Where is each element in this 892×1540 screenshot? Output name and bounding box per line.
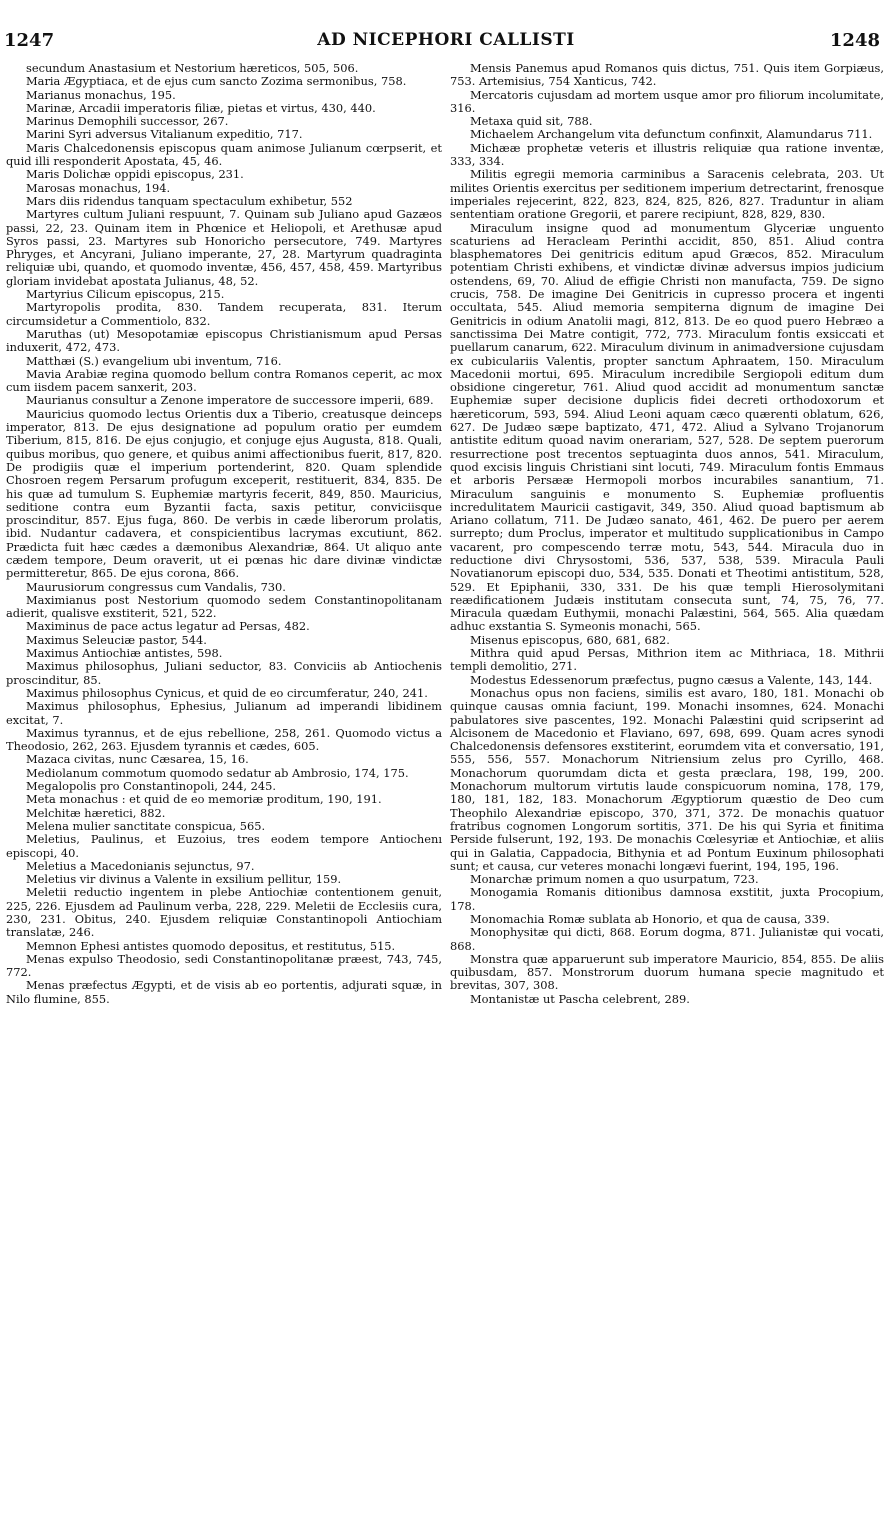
index-entry: Maximus Seleuciæ pastor, 544. [26,632,207,647]
index-entry: Mazaca civitas, nunc Cæsarea, 15, 16. [26,752,249,767]
index-entry: Meletius, Paulinus, et Euzoius, tres eodem tempore Antiochenı episcopi, 40. [6,832,442,860]
index-entry: Mensis Panemus apud Romanos quis dictus, 751. Quis item Gorpiæus, 753. Artemisius, 754 Xanticus, 742. [450,61,884,89]
index-entry: Maurusiorum congressus cum Vandalis, 730. [26,579,286,594]
index-entry: Melena mulier sanctitate conspicua, 565. [26,818,266,833]
index-entry: Monachus opus non faciens, similis est avaro, 180, 181. Monachi ob quinque causas omnia faciunt, 199. Monachi insomnes, 624. Monachi pabulatores sive pascentes, 192. Monachi Palæstini quid scripserint ad Alcisonem de Macedonio et Flaviano, 697, 698, 699. Quam acres synodi Chalcedonensis defensores exstiterint, eorumdem vita et conversatio, 191, 555, 556, 557. Monachorum Nitriensium zelus pro Cyrillo, 468. Monachorum quorumdam dicta et gesta præclara, 198, 199, 200. Monachorum multorum virtutis laude conspicuorum nomina, 178, 179, 180, 181, 182, 183. Monachorum Ægyptiorum quæstio de Deo cum Theophilo Alexandriæ episcopo, 370, 371, 372. De monachis quatuor fratribus cognomen Longorum sortitis, 371. De his qui Syria et finitima Perside fulserunt, 192, 193. De monachis Cœlesyriæ et Antiochiæ, et aliis qui in Galatia, Cappadocia, Bithynia et ad Pontum Euxinum philosophati sunt; et causa, cur veteres monachi longævi fuerint, 194, 195, 196. [450,685,884,873]
index-entry: Menas expulso Theodosio, sedi Constantinopolitanæ præest, 743, 745, 772. [6,951,442,980]
index-entry: Marosas monachus, 194. [26,180,171,195]
index-entry: Megalopolis pro Constantinopoli, 244, 245. [26,779,276,794]
index-entry: Martyres cultum Juliani respuunt, 7. Quinam sub Juliano apud Gazæos passi, 22, 23. Quinam item in Phœnice et Heliopoli, et Arethusæ apud Syros passi, 23. Martyres sub Honoricho persecutore, 749. Martyres Phryges, et Ancyrani, Juliano imperante, 27, 28. Martyrum quadraginta reliquiæ ubi, quando, et quomodo inventæ, 456, 457, 458, 459. Martyribus gloriam invidebat apostata Julianus, 48, 52. [6,207,442,288]
index-entry: Mauricius quomodo lectus Orientis dux a Tiberio, creatusque deinceps imperator, 813. De ejus designatione ad populum oratio per eumdem Tiberium, 815, 816. De ejus conjugio, et conjuge ejus Augusta, 818. Quali, quibus moribus, quo genere, et quibus animi affectionibus fuerit, 817, 820. De prodigiis quæ el imperium portenderint, 820. Quam splendide Chosroen regem Persarum profugum exceperit, restituerit, 834, 835. De his quæ ad tumulum S. Euphemiæ martyris fecerit, 849, 850. Mauricius, seditione contra eum Byzantii facta, saxis petitur, conviciisque proscinditur, 857. Ejus fuga, 860. De verbis in cæde liberorum prolatis, ibid. Nudantur cadavera, et conspicientibus lacrymas excutiunt, 862. Prædicta fuit hæc cædes a dæmonibus Alexandriæ, 864. Ut aliquo ante cædem tempore, Deum oraverit, ut ei pœnas hic dare divinæ vindictæ permitteretur, 865. De ejus corona, 866. [6,406,442,581]
index-entry: Monstra quæ apparuerunt sub imperatore Mauricio, 854, 855. De aliis quibusdam, 857. Monstrorum duorum humana specie magnitudo et brevitas, 307, 308. [450,951,884,993]
index-entry: Martyropolis prodita, 830. Tandem recuperata, 831. Iterum circumsidetur a Commentiolo, 832. [6,300,442,328]
index-entry: Monophysitæ qui dicti, 868. Eorum dogma, 871. Julianistæ qui vocati, 868. [450,925,884,953]
index-entry: Monomachia Romæ sublata ab Honorio, et qua de causa, 339. [470,912,830,926]
index-entry: Mavia Arabiæ regina quomodo bellum contra Romanos ceperit, ac mox cum iisdem pacem sanxerit, 203. [6,366,442,395]
index-entry: Maria Ægyptiaca, et de ejus cum sancto Zozima sermonibus, 758. [26,74,407,89]
left-column [6,62,442,1006]
index-entry: Mithra quid apud Persas, Mithrion item ac Mithriaca, 18. Mithrii templi demolitio, 271. [450,646,884,674]
index-entry: Meletius vir divinus a Valente in exsilium pellitur, 159. [26,872,342,887]
page-number-right: 1248 [829,30,880,51]
index-entry: Maruthas (ut) Mesopotamiæ episcopus Christianismum apud Persas induxerit, 472, 473. [6,326,442,355]
index-entry: Marini Syri adversus Vitalianum expeditio, 717. [26,127,303,142]
running-title: AD NICEPHORI CALLISTI [317,30,575,50]
index-entry: Montanistæ ut Pascha celebrent, 289. [470,991,690,1006]
index-entry: Maximus philosophus, Juliani seductor, 83. Conviciis ab Antiochenis proscinditur, 85. [6,659,442,687]
index-entry: Maximus tyrannus, et de ejus rebellione, 258, 261. Quomodo victus a Theodosio, 262, 263. Ejusdem tyrannis et cædes, 605. [6,725,442,754]
index-entry: secundum Anastasium et Nestorium hæreticos, 505, 506. [26,61,359,75]
index-entry: Maximus Antiochiæ antistes, 598. [26,646,223,661]
index-entry: Marinæ, Arcadii imperatoris filiæ, pietas et virtus, 430, 440. [26,100,376,115]
index-entry: Maximus philosophus Cynicus, et quid de eo circumferatur, 240, 241. [26,685,428,700]
index-entry: Marianus monachus, 195. [26,87,176,102]
index-entry: Marinus Demophili successor, 267. [26,114,229,129]
index-entry: Monarchæ primum nomen a quo usurpatum, 723. [470,872,759,887]
index-entry: Mars diis ridendus tanquam spectaculum exhibetur, 552 [26,193,353,208]
index-entry: Militis egregii memoria carminibus a Saracenis celebrata, 203. Ut milites Orientis exercitus per seditionem imperium detrectarint, frenosque imperiales rejecerint, 822, 823, 824, 825, 826, 827. Traduntur in aliam sententiam oratione Gregorii, et parere recipiunt, 828, 829, 830. [450,167,884,222]
index-entry: Menas præfectus Ægypti, et de visis ab eo portentis, adjurati squæ, in Nilo flumine, 855. [6,978,442,1006]
index-entry: Maximus philosophus, Ephesius, Julianum ad imperandi libidinem excitat, 7. [6,699,442,727]
index-entry: Melchitæ hæretici, 882. [26,805,166,820]
index-entry: Meletius a Macedonianis sejunctus, 97. [26,858,255,873]
index-entry: Metaxa quid sit, 788. [470,114,593,129]
index-entry: Michææ prophetæ veteris et illustris reliquiæ qua ratione inventæ, 333, 334. [450,140,884,169]
index-entry: Martyrius Cilicum episcopus, 215. [26,287,225,302]
index-entry: Memnon Ephesi antistes quomodo depositus, et restitutus, 515. [26,938,396,953]
index-entry: Meta monachus : et quid de eo memoriæ proditum, 190, 191. [26,792,382,807]
running-header [0,30,892,54]
index-entry: Mediolanum commotum quomodo sedatur ab Ambrosio, 174, 175. [26,765,409,780]
index-entry: Maximianus post Nestorium quomodo sedem Constantinopolitanam adierit, qualisve exstiterit, 521, 522. [6,592,442,621]
index-entry: Maris Chalcedonensis episcopus quam animose Julianum cœrpserit, et quid illi responderit Apostata, 45, 46. [6,140,442,169]
index-entry: Maris Dolichæ oppidi episcopus, 231. [26,167,244,182]
index-entry: Maximinus de pace actus legatur ad Persas, 482. [26,619,310,634]
index-entry: Meletii reductio ingentem in plebe Antiochiæ contentionem genuit, 225, 226. Ejusdem ad Paulinum verba, 228, 229. Meletii de Ecclesiis cura, 230, 231. Obitus, 240. Ejusdem reliquiæ Constantinopoli Antiochiam translatæ, 246. [6,885,442,940]
index-entry: Matthæi (S.) evangelium ubi inventum, 716. [26,353,282,368]
index-entry: Michaelem Archangelum vita defunctum confinxit, Alamundarus 711. [470,127,873,142]
page-number-left: 1247 [4,30,55,51]
index-entry: Monogamia Romanis ditionibus damnosa exstitit, juxta Procopium, 178. [450,885,884,913]
index-entry: Miraculum insigne quod ad monumentum Glyceriæ unguento scaturiens ad Heracleam Perinthi accidit, 850, 851. Aliud contra blasphematores Dei genitricis editum apud Græcos, 852. Miraculum potentiam Christi exhibens, et vindictæ divinæ adversus impios judicium ostendens, 69, 70. Aliud de effigie Christi non manufacta, 759. De signo crucis, 758. De imagine Dei Genitricis in cupresso procera et ingenti occultata, 545. Aliud memoria sempiterna dignum de imagine Dei Genitricis in odium Anatolii magi, 812, 813. De eo quod puero Hebræo a sanctissima Dei Matre contigit, 772, 773. Miraculum fontis exsiccati et puellarum canarum, 622. Miraculum divinum in animadversione cujusdam ex cubiculariis Valentis, propter sanctum Aphraatem, 150. Miraculum Macedonii mortui, 695. Miraculum incredibile Sergiopoli editum dum obsidione cingeretur, 761. Aliud quod accidit ad monumentum sanctæ Euphemiæ super decisione duplicis fidei decreti orthodoxorum et hæreticorum, 593, 594. Aliud Leoni aquam cæco quærenti oblatum, 626, 627. De Judæo sæpe baptizato, 471, 472. Aliud a Sylvano Trojanorum antistite editum quoad navim onerariam, 527, 528. De septem puerorum resurrectione post trecentos septuaginta duos annos, 541. Miraculum, quod excisis linguis Christiani sint locuti, 749. Miraculum fontis Emmaus et arboris Persææ Hermopoli morbos incurabiles sanantium, 71. Miraculum sanguinis e monumento S. Euphemiæ profluentis incredulitatem Mauricii castigavit, 349, 350. Aliud quoad baptismum ab Ariano collatum, 711. De Judæo sanato, 461, 462. De puero per aerem surrepto; dum Proclus, imperator et multitudo supplicationibus in Campo vacarent, pro compescendo terræ motu, 543, 544. Miracula duo in reductione divi Chrysostomi, 536, 537, 538, 539. Miracula Pauli Novatianorum episcopi duo, 534, 535. Donati et Theotimi antistitum, 528, 529. Et Epiphanii, 330, 331. De his quæ templi Hierosolymitani reædificationem Judæis institutam consecuta sunt, 74, 75, 76, 77. Miracula quædam Euthymii, monachi Palæstini, 564, 565. Alia quædam adhuc exstantia S. Symeonis monachi, 565. [450,220,884,634]
right-column [450,62,884,1006]
index-entry: Modestus Edessenorum præfectus, pugno cæsus a Valente, 143, 144. [470,672,873,687]
index-entry: Misenus episcopus, 680, 681, 682. [470,632,670,647]
index-entry: Maurianus consultur a Zenone imperatore de successore imperii, 689. [26,393,434,408]
index-entry: Mercatoris cujusdam ad mortem usque amor pro filiorum incolumitate, 316. [450,87,884,115]
